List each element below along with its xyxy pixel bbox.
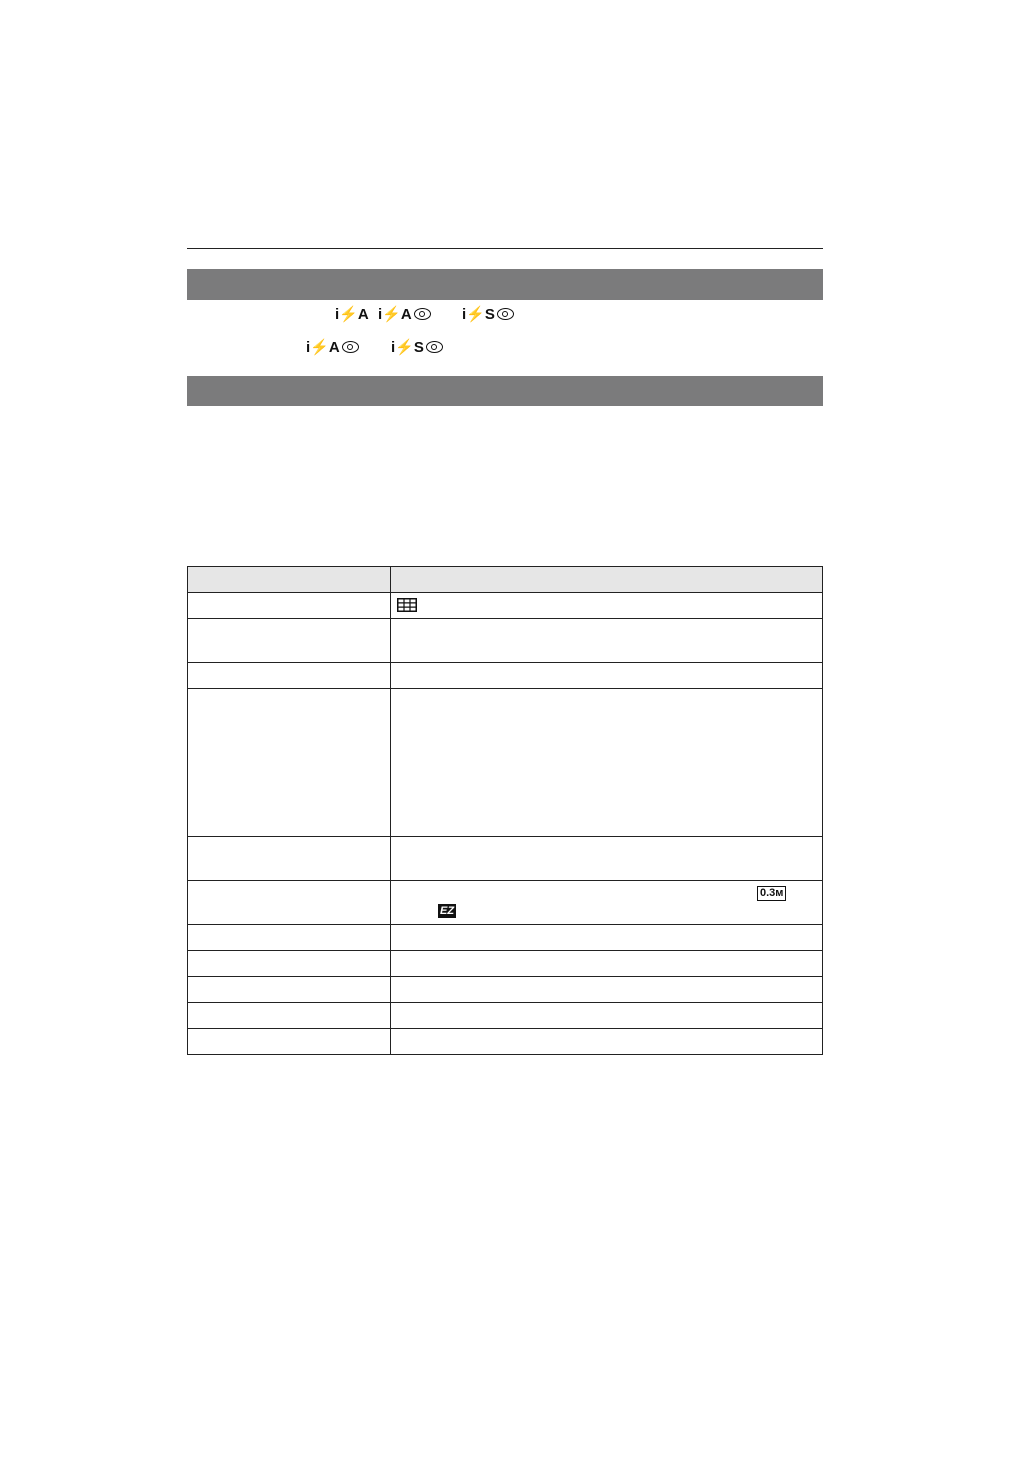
- table-row: [188, 619, 823, 663]
- table-cell: [188, 881, 391, 925]
- table-cell: [391, 881, 823, 925]
- table-row: [188, 837, 823, 881]
- flash-auto-symbol: i⚡A: [335, 306, 369, 323]
- table-cell: [188, 925, 391, 951]
- table-cell: [391, 951, 823, 977]
- table-row: [188, 1003, 823, 1029]
- table-row: [188, 977, 823, 1003]
- table-cell: [188, 619, 391, 663]
- flash-auto-redeye-symbol: i⚡A: [306, 340, 359, 356]
- table-cell: [391, 925, 823, 951]
- grid-icon: [397, 598, 417, 612]
- section-header-bar: [187, 376, 823, 406]
- table-cell: [188, 977, 391, 1003]
- table-cell: [188, 951, 391, 977]
- table-cell: [188, 663, 391, 689]
- table-cell: [391, 977, 823, 1003]
- eye-icon: [426, 341, 443, 353]
- table-cell: [391, 663, 823, 689]
- section-header-bar: [187, 269, 823, 300]
- table-cell: [188, 837, 391, 881]
- table-row: [188, 951, 823, 977]
- table-row: [188, 925, 823, 951]
- eye-icon: [342, 341, 359, 353]
- table-header-cell: [391, 567, 823, 593]
- header-rule: [187, 248, 823, 249]
- table-cell: [391, 619, 823, 663]
- flash-slow-redeye-symbol: i⚡S: [462, 307, 514, 323]
- flash-slow-redeye-symbol: i⚡S: [391, 340, 443, 356]
- table-cell: [188, 593, 391, 619]
- table-cell: [391, 837, 823, 881]
- resolution-badge-icon: 0.3м: [757, 886, 786, 901]
- table-row: [188, 593, 823, 619]
- table-cell: [391, 689, 823, 837]
- settings-table: [187, 566, 823, 1055]
- table-cell: [391, 1003, 823, 1029]
- table-cell: [188, 1003, 391, 1029]
- table-row: [188, 1029, 823, 1055]
- eye-icon: [497, 308, 514, 320]
- table-row: [188, 689, 823, 837]
- table-cell: [188, 1029, 391, 1055]
- flash-auto-redeye-symbol: i⚡A: [378, 307, 431, 323]
- table-cell: [188, 689, 391, 837]
- table-header-cell: [188, 567, 391, 593]
- eye-icon: [414, 308, 431, 320]
- extended-zoom-badge-icon: EZ: [440, 905, 455, 917]
- table-cell: [391, 1029, 823, 1055]
- table-cell: [391, 593, 823, 619]
- table-row: [188, 663, 823, 689]
- table-row: [188, 881, 823, 925]
- table-header-row: [188, 567, 823, 593]
